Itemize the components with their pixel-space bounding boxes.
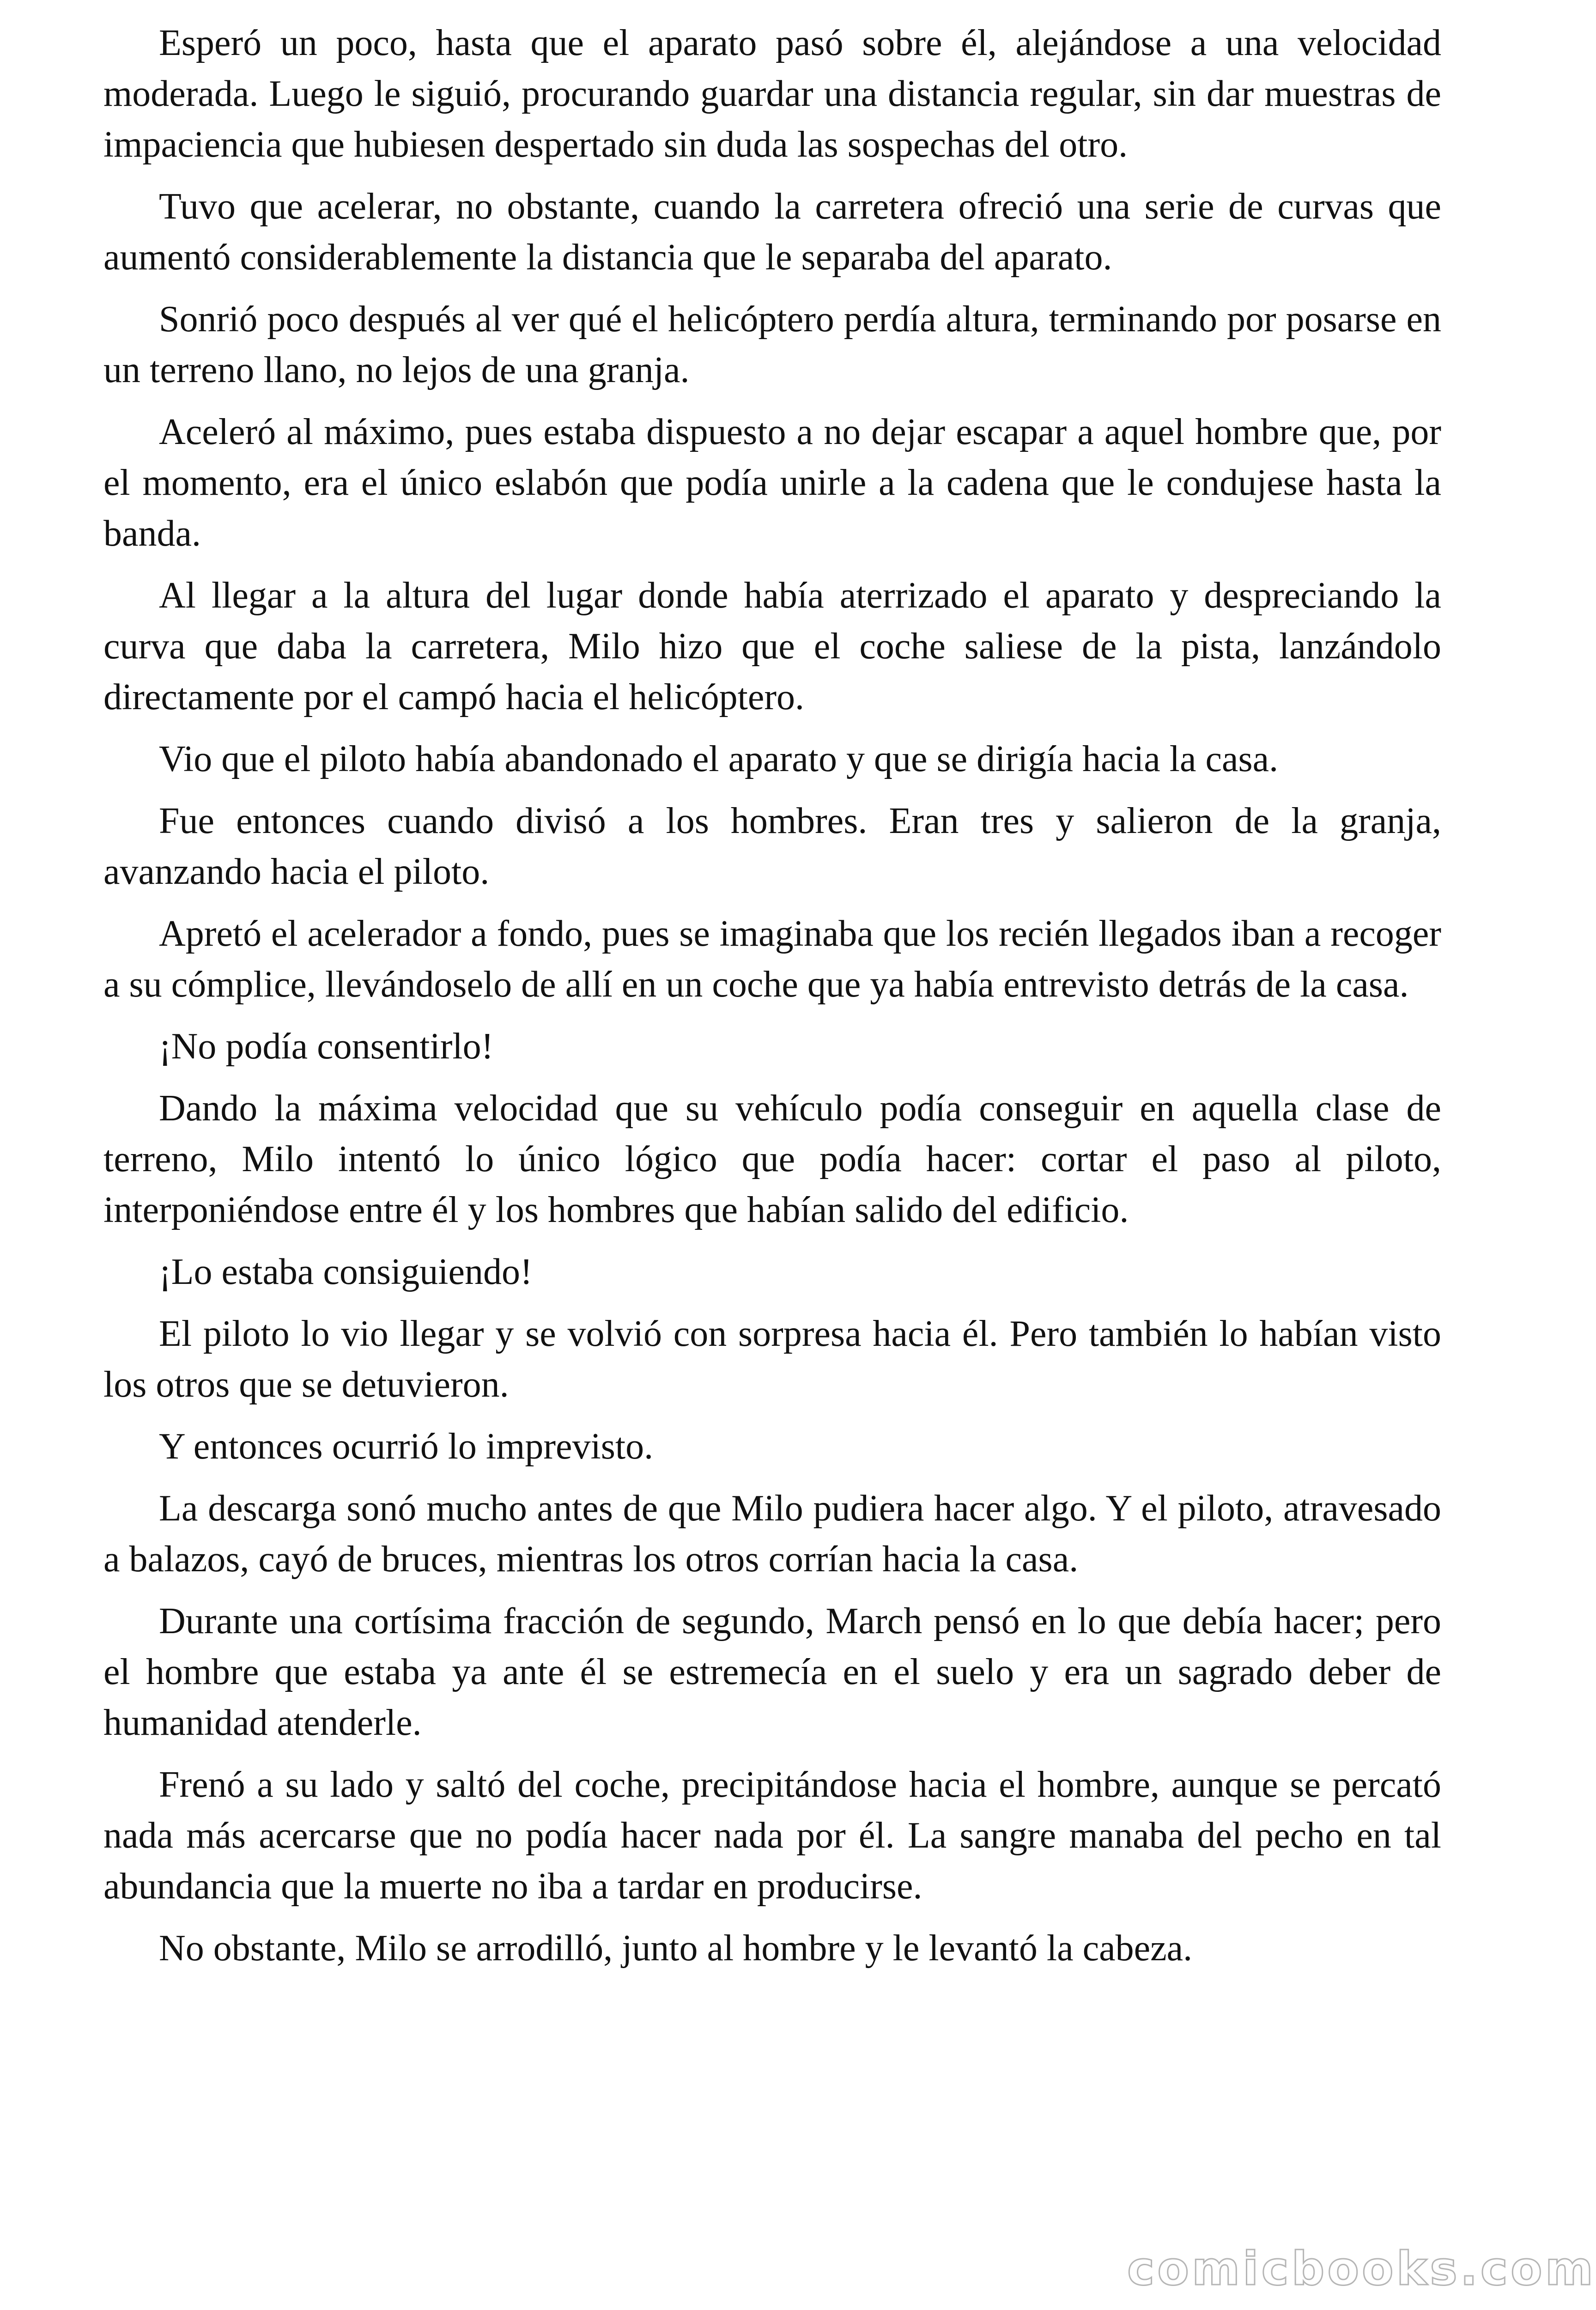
paragraph: Durante una cortísima fracción de segundo, March pensó en lo que debía hacer; pero el hombre que estaba ya ante él se estremecía en el suelo y era un sagrado deber de humanidad atenderle. (103, 1601, 1441, 1743)
page-body (103, 18, 1441, 1985)
paragraph: Apretó el acelerador a fondo, pues se imaginaba que los recién llegados iban a recoger a su cómplice, llevándoselo de allí en un coche que ya había entrevisto detrás de la casa. (103, 913, 1441, 1005)
paragraph: Aceleró al máximo, pues estaba dispuesto a no dejar escapar a aquel hombre que, por el momento, era el único eslabón que podía unirle a la cadena que le condujese hasta la banda. (103, 412, 1441, 554)
paragraph: ¡Lo estaba consiguiendo! (159, 1252, 533, 1292)
paragraph: Fue entonces cuando divisó a los hombres. Eran tres y salieron de la granja, avanzando hacia el piloto. (103, 801, 1441, 892)
paragraph: Dando la máxima velocidad que su vehículo podía conseguir en aquella clase de terreno, Milo intentó lo único lógico que podía hacer: cortar el paso al piloto, interponiéndose entre él y los hombres que habían salido del edificio. (103, 1088, 1441, 1230)
paragraph: Y entonces ocurrió lo imprevisto. (159, 1426, 654, 1467)
paragraph: No obstante, Milo se arrodilló, junto al hombre y le levantó la cabeza. (159, 1928, 1193, 1969)
watermark: comicbooks.com (1127, 2242, 1596, 2296)
paragraph: Tuvo que acelerar, no obstante, cuando la carretera ofreció una serie de curvas que aumentó considerablemente la distancia que le separaba del aparato. (103, 186, 1441, 278)
paragraph: Esperó un poco, hasta que el aparato pasó sobre él, alejándose a una velocidad moderada. Luego le siguió, procurando guardar una distancia regular, sin dar muestras de impaciencia que hubiesen despertado sin duda las sospechas del otro. (103, 23, 1441, 165)
paragraph: ¡No podía consentirlo! (159, 1026, 494, 1067)
paragraph: La descarga sonó mucho antes de que Milo pudiera hacer algo. Y el piloto, atravesado a balazos, cayó de bruces, mientras los otros corrían hacia la casa. (103, 1488, 1441, 1580)
paragraph: Al llegar a la altura del lugar donde había aterrizado el aparato y despreciando la curva que daba la carretera, Milo hizo que el coche saliese de la pista, lanzándolo directamente por el campó hacia el helicóptero. (103, 575, 1441, 717)
paragraph: Sonrió poco después al ver qué el helicóptero perdía altura, terminando por posarse en un terreno llano, no lejos de una granja. (103, 299, 1441, 390)
paragraph: El piloto lo vio llegar y se volvió con sorpresa hacia él. Pero también lo habían visto los otros que se detuvieron. (103, 1313, 1441, 1405)
paragraph: Frenó a su lado y saltó del coche, precipitándose hacia el hombre, aunque se percató nada más acercarse que no podía hacer nada por él. La sangre manaba del pecho en tal abundancia que la muerte no iba a tardar en producirse. (103, 1764, 1441, 1907)
paragraph: Vio que el piloto había abandonado el aparato y que se dirigía hacia la casa. (159, 739, 1279, 779)
